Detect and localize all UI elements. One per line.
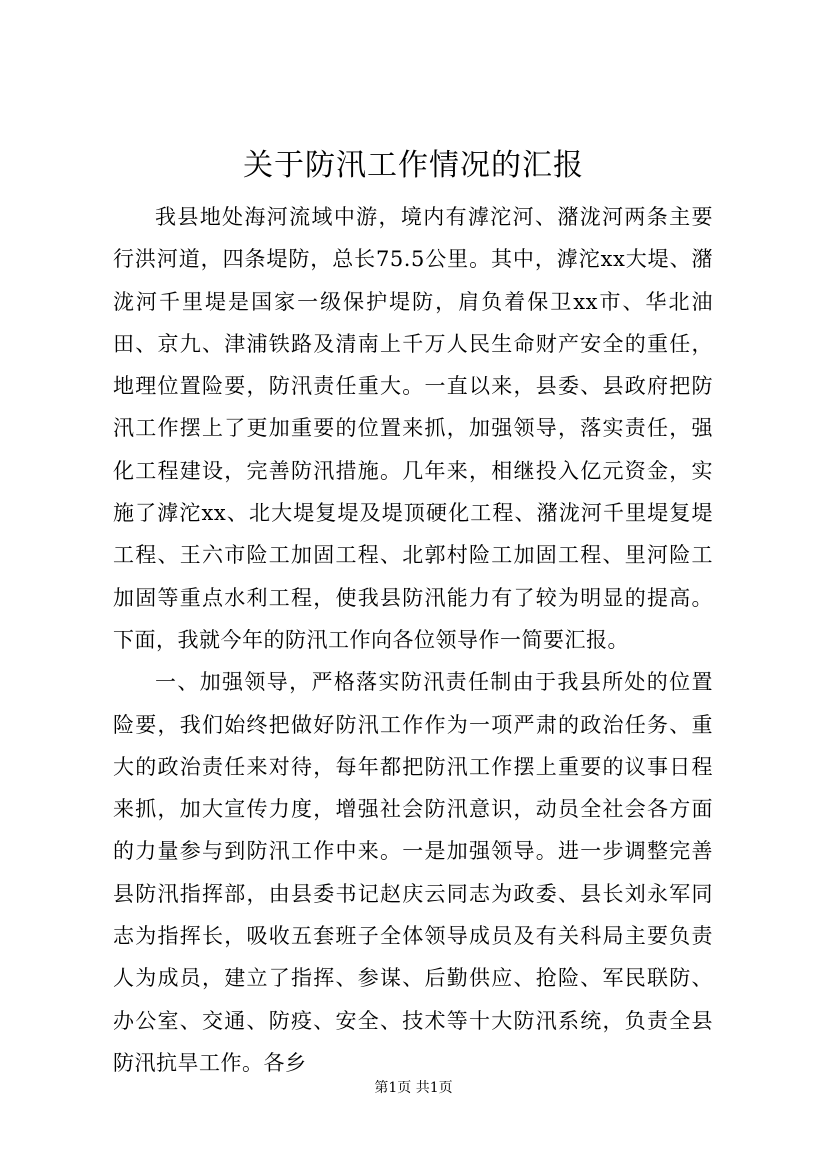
document-body bbox=[113, 196, 713, 1084]
document-title: 关于防汛工作情况的汇报 bbox=[243, 148, 584, 183]
paragraph-intro: 我县地处海河流域中游，境内有滹沱河、潴泷河两条主要行洪河道，四条堤防，总长75.5公里。其中，滹沱xx大堤、潴泷河千里堤是国家一级保护堤防，肩负着保卫xx市、华北油田、京九、津浦铁路及清南上千万人民生命财产安全的重任，地理位置险要，防汛责任重大。一直以来，县委、县政府把防汛工作摆上了更加重要的位置来抓，加强领导，落实责任，强化工程建设，完善防汛措施。几年来，相继投入亿元资金，实施了滹沱xx、北大堤复堤及堤顶硬化工程、潴泷河千里堤复堤工程、王六市险工加固工程、北郭村险工加固工程、里河险工加固等重点水利工程，使我县防汛能力有了较为明显的提高。下面，我就今年的防汛工作向各位领导作一简要汇报。 bbox=[113, 205, 713, 652]
paragraph-section-one: 一、加强领导，严格落实防汛责任制由于我县所处的位置险要，我们始终把做好防汛工作作为一项严肃的政治任务、重大的政治责任来对待，每年都把防汛工作摆上重要的议事日程来抓，加大宣传力度，增强社会防汛意识，动员全社会各方面的力量参与到防汛工作中来。一是加强领导。进一步调整完善县防汛指挥部，由县委书记赵庆云同志为政委、县长刘永军同志为指挥长，吸收五套班子全体领导成员及有关科局主要负责人为成员，建立了指挥、参谋、后勤供应、抢险、军民联防、办公室、交通、防疫、安全、技术等十大防汛系统，负责全县防汛抗旱工作。各乡 bbox=[113, 670, 713, 1075]
page-footer: 第1页 共1页 bbox=[374, 1080, 453, 1096]
